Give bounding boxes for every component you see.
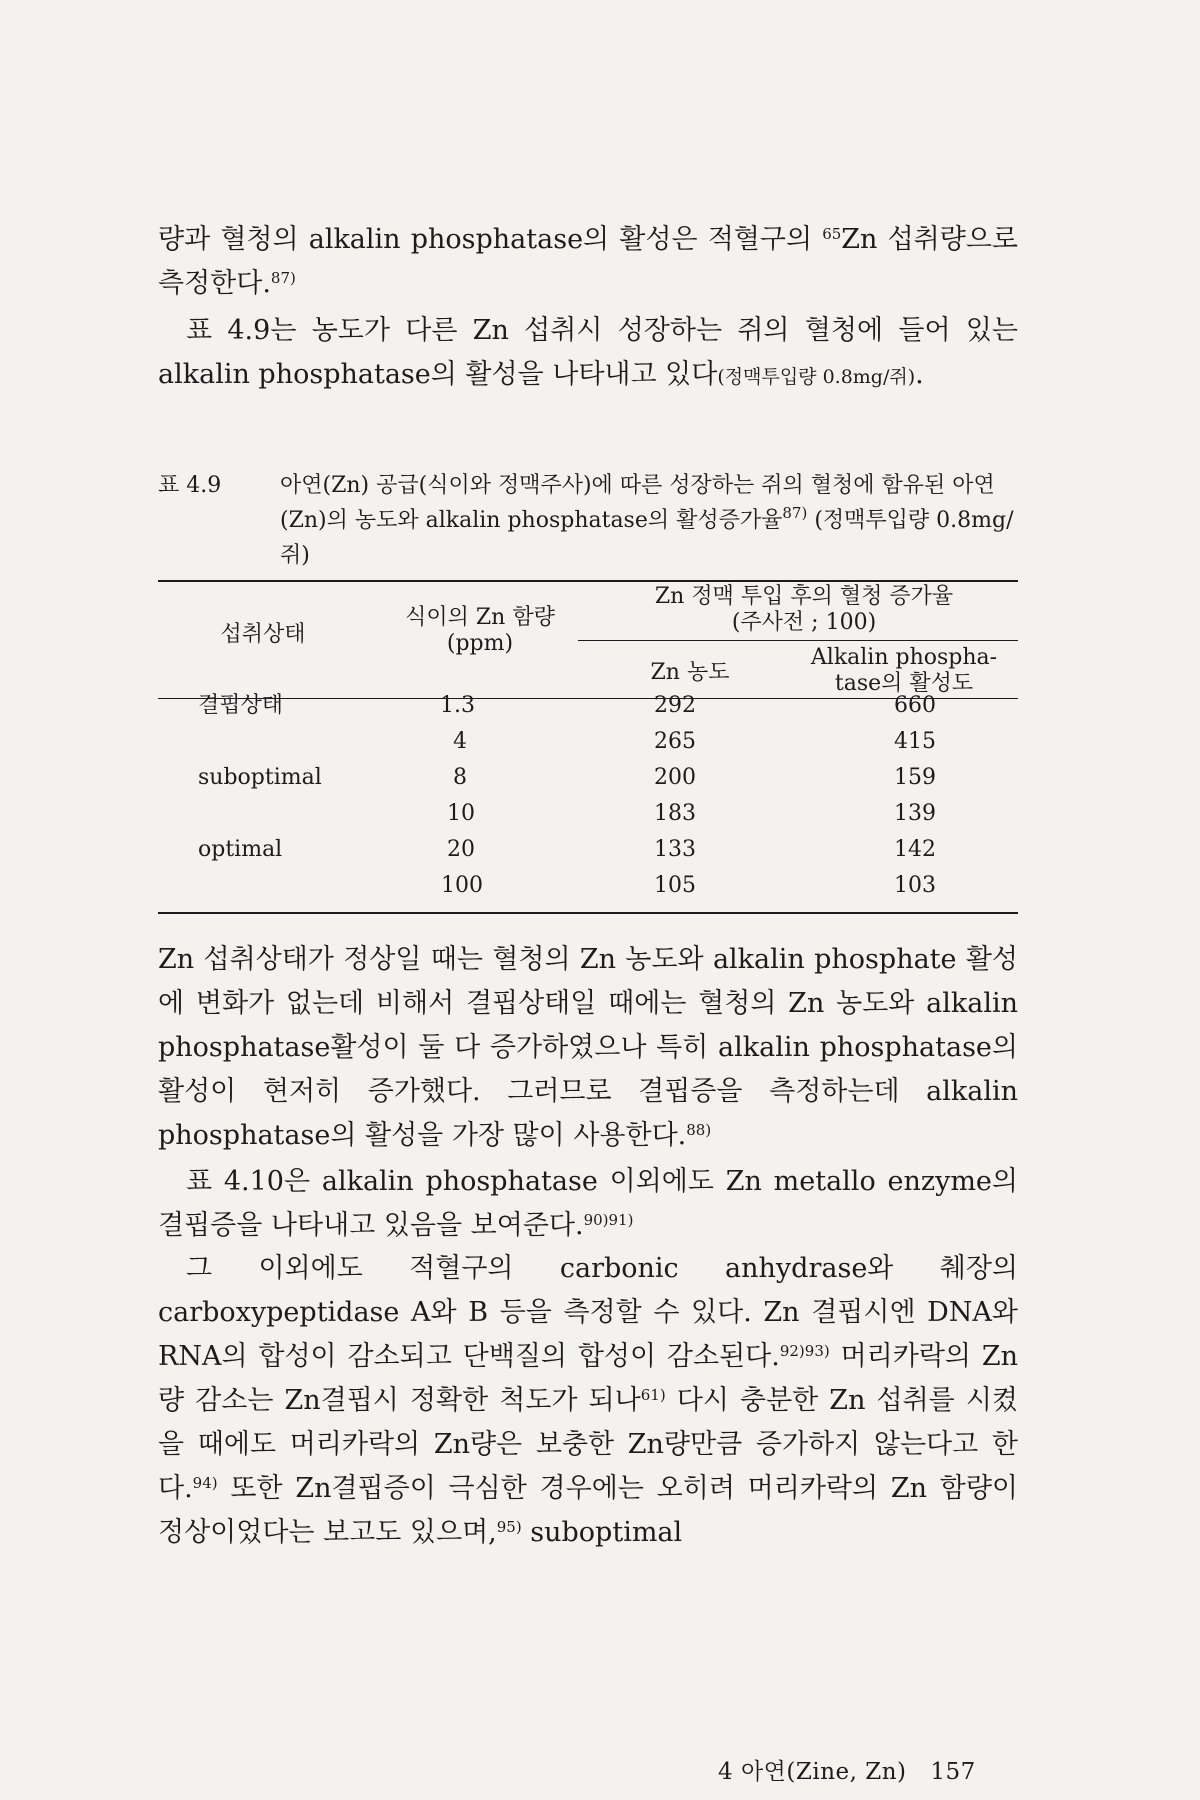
paragraph-text: 량과 혈청의 alkalin phosphatase의 활성은 적혈구의	[158, 224, 823, 255]
header-bottom-rule	[158, 698, 1018, 699]
table-row-alp: 103	[894, 873, 936, 898]
paragraph-text: .	[915, 359, 924, 390]
paragraph-text: 표 4.9는 농도가 다른 Zn 섭취시 성장하는 쥐의 혈청에 들어 있는 alkalin phosphatase의 활성을 나타내고 있다	[158, 315, 1018, 390]
paragraph-intro	[158, 218, 1018, 306]
reference-marker: 94)	[192, 1474, 218, 1492]
page-number: 157	[930, 1759, 976, 1785]
header-diet-zn	[370, 605, 590, 657]
table-row-diet: 8	[453, 765, 467, 790]
table-row-zn: 265	[654, 729, 696, 754]
table-caption	[158, 468, 1018, 573]
paragraph-other-enzymes	[158, 1247, 1018, 1555]
reference-marker: 87)	[270, 269, 296, 287]
header-increase-line1: Zn 정맥 투입 후의 혈청 증가율	[654, 584, 954, 609]
header-sub-rule	[578, 640, 1018, 641]
reference-marker: 87)	[782, 504, 808, 522]
table-row-zn: 292	[654, 693, 696, 718]
paragraph-text: Zn 섭취상태가 정상일 때는 혈청의 Zn 농도와 alkalin phosphate 활성에 변화가 없는데 비해서 결핍상태일 때에는 혈청의 Zn 농도와 alkalin phosphatase활성이 둘 다 증가하였으나 특히 alkalin phosphatase의 활성이 현저히 증가했다. 그러므로 결핍증을 측정하는데 alkalin phosphatase의 활성을 가장 많이 사용한다.	[158, 944, 1018, 1151]
table-row-alp: 142	[894, 837, 936, 862]
table-row-diet: 20	[447, 837, 475, 862]
paragraph-text: 그 이외에도 적혈구의 carbonic anhydrase와 췌장의 carboxypeptidase A와 B 등을 측정할 수 있다. Zn 결핍시엔 DNA와 RNA의 합성이 감소되고 단백질의 합성이 감소된다.	[158, 1253, 1018, 1372]
table-caption-text	[280, 468, 1018, 573]
paragraph-text: 다시 충분한 Zn 섭취를 시켰을 때에도 머리카락의 Zn량은 보충한 Zn량만큼 증가하지 않는다고 한다.	[158, 1385, 1018, 1504]
paragraph-deficiency	[158, 938, 1018, 1158]
table-row-diet: 4	[453, 729, 467, 754]
paragraph-table-reference	[158, 309, 1018, 399]
reference-marker: 90)91)	[583, 1211, 634, 1229]
caption-note: (정맥투입량 0.8mg/쥐)	[280, 508, 1014, 568]
table-row-zn: 183	[654, 801, 696, 826]
header-increase	[590, 584, 1018, 636]
table-row-alp: 139	[894, 801, 936, 826]
page-footer	[718, 1753, 976, 1786]
header-alp-activity	[790, 645, 1018, 697]
table-label: 표 4.9	[158, 473, 222, 498]
table-row-alp: 415	[894, 729, 936, 754]
table-row-status: 결핍상태	[198, 693, 284, 718]
caption-text: 아연(Zn) 공급(식이와 정맥주사)에 따른 성장하는 쥐의 혈청에 함유된 아연(Zn)의 농도와 alkalin phosphatase의 활성증가율	[280, 473, 995, 533]
table-row-alp: 660	[894, 693, 936, 718]
header-alp-line1: Alkalin phospha-	[810, 645, 998, 670]
table-row-zn: 105	[654, 873, 696, 898]
table-row-status: suboptimal	[198, 765, 322, 790]
table-row-diet: 1.3	[440, 693, 475, 718]
table-bottom-rule	[158, 912, 1018, 914]
header-status: 섭취상태	[220, 622, 306, 647]
table-row-diet: 100	[441, 873, 483, 898]
table-row-zn: 133	[654, 837, 696, 862]
table-top-rule	[158, 580, 1018, 582]
table-row-alp: 159	[894, 765, 936, 790]
superscript-isotope: 65	[822, 225, 842, 243]
paragraph-text: 또한 Zn결핍증이 극심한 경우에는 오히려 머리카락의 Zn 함량이 정상이었다는 보고도 있으며,	[158, 1473, 1018, 1548]
reference-marker: 92)93)	[779, 1342, 830, 1360]
header-zn-concentration: Zn 농도	[650, 660, 730, 685]
reference-marker: 61)	[640, 1386, 666, 1404]
reference-marker: 95)	[496, 1518, 522, 1536]
table-row-zn: 200	[654, 765, 696, 790]
table-row-status: optimal	[198, 837, 283, 862]
header-diet-zn-line2: (ppm)	[446, 631, 514, 656]
dosage-note: (정맥투입량 0.8mg/쥐)	[717, 366, 916, 388]
header-increase-line2: (주사전 ; 100)	[731, 610, 877, 635]
reference-marker: 88)	[686, 1121, 712, 1139]
paragraph-text: suboptimal	[521, 1517, 683, 1548]
table-row-diet: 10	[447, 801, 475, 826]
paragraph-text: 표 4.10은 alkalin phosphatase 이외에도 Zn metallo enzyme의 결핍증을 나타내고 있음을 보여준다.	[158, 1166, 1018, 1241]
paragraph-text: Zn 섭취량으로 측정한다.	[158, 224, 1018, 299]
header-diet-zn-line1: 식이의 Zn 함량	[405, 605, 555, 630]
running-chapter-title: 4 아연(Zine, Zn)	[718, 1759, 907, 1785]
paragraph-metallo-enzyme	[158, 1160, 1018, 1248]
header-alp-line2: tase의 활성도	[834, 671, 974, 696]
paragraph-text: 머리카락의 Zn량 감소는 Zn결핍시 정확한 척도가 되나	[158, 1341, 1018, 1416]
